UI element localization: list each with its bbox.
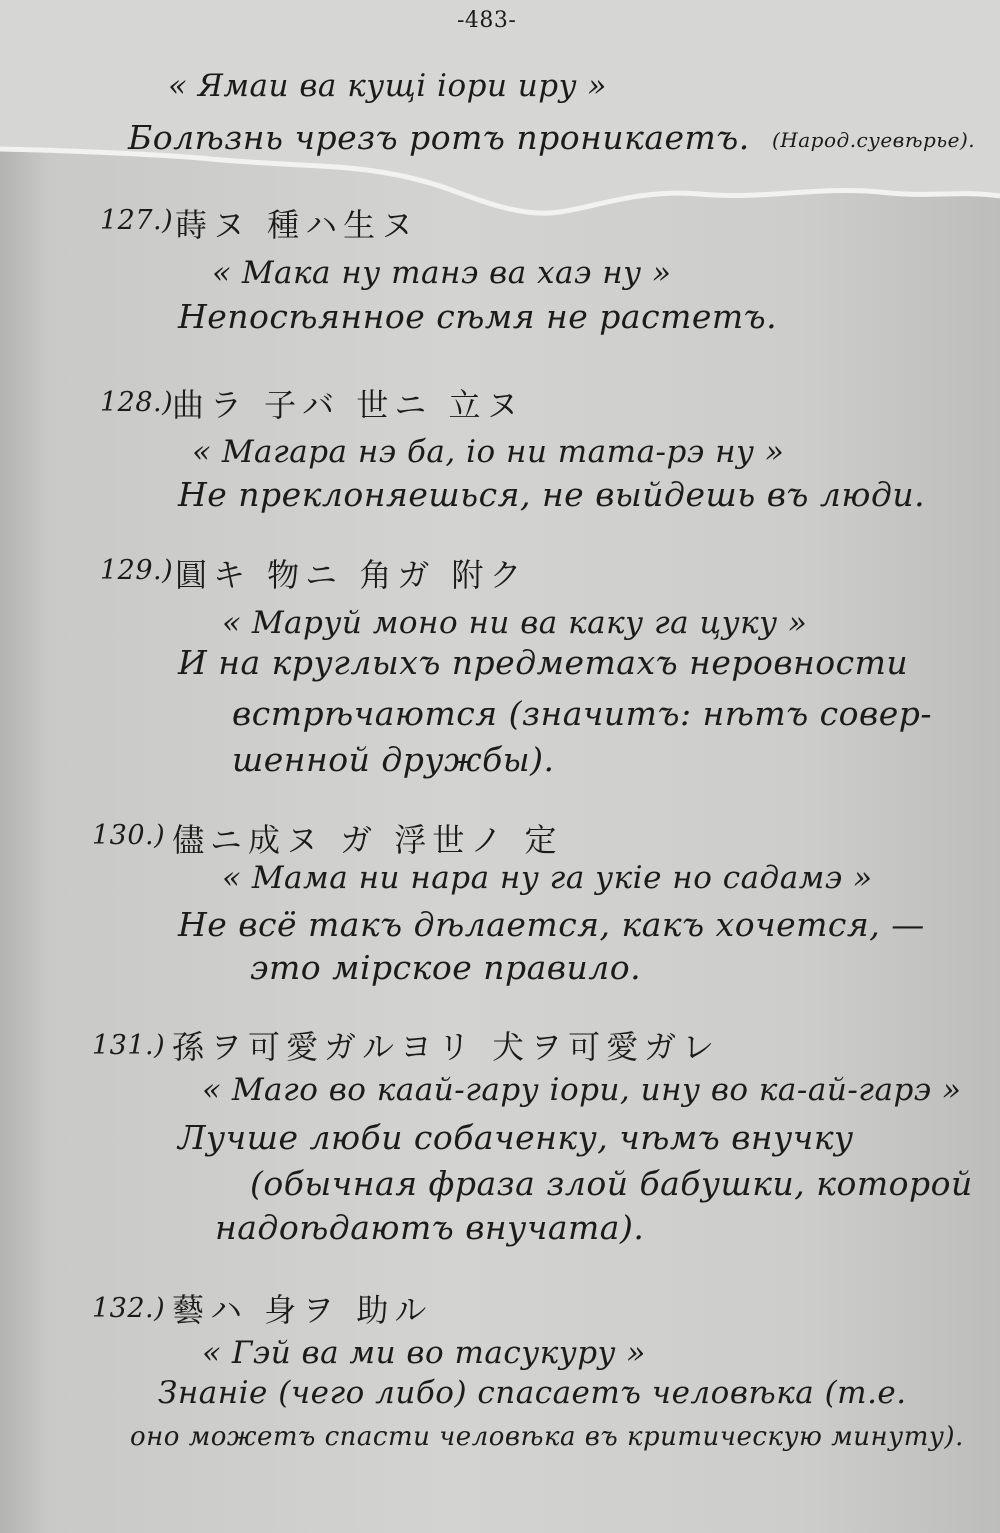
transliteration: « Магара нэ ба, іо ни тата-рэ ну »	[192, 434, 785, 470]
russian-translation: надоѣдаютъ внучата).	[215, 1208, 645, 1247]
entry-number: 132.)	[92, 1293, 166, 1324]
japanese-proverb: 蒔ヌ 種ハ生ヌ	[175, 206, 420, 244]
russian-translation: Знаніе (чего либо) спасаетъ человѣка (т.е.	[158, 1375, 907, 1411]
japanese-proverb: 孫ヲ可愛ガルヨリ 犬ヲ可愛ガレ	[172, 1028, 721, 1066]
entry-number: 129.)	[100, 555, 174, 586]
entry-number: 131.)	[92, 1030, 166, 1061]
entry-number: 127.)	[100, 205, 174, 236]
russian-translation: (обычная фраза злой бабушки, которой	[250, 1164, 973, 1203]
russian-translation: оно можетъ спасти человѣка въ критическую минуту).	[130, 1422, 964, 1452]
russian-translation: Болѣзнь чрезъ ротъ проникаетъ.	[128, 118, 750, 157]
source-note: (Народ.суевѣрье).	[772, 128, 976, 152]
transliteration: « Мака ну танэ ва хаэ ну »	[212, 255, 672, 291]
russian-translation: шенной дружбы).	[232, 740, 555, 779]
transliteration: « Ямаи ва кущі іори иру »	[168, 68, 607, 104]
entry-number: 130.)	[92, 820, 166, 851]
russian-translation: встрѣчаются (значитъ: нѣтъ совер-	[232, 694, 933, 733]
russian-translation: Не всё такъ дѣлается, какъ хочется, —	[178, 905, 925, 944]
russian-translation: Непосѣянное сѣмя не растетъ.	[178, 297, 778, 336]
russian-translation: это мірское правило.	[250, 948, 642, 987]
transliteration: « Мама ни нара ну га укіе но садамэ »	[222, 860, 873, 896]
japanese-proverb: 儘ニ成ヌ ガ 浮世ノ 定	[172, 821, 563, 859]
japanese-proverb: 藝ハ 身ヲ 助ル	[172, 1291, 433, 1329]
japanese-proverb: 圓キ 物ニ 角ガ 附ク	[175, 556, 528, 594]
entry-number: 128.)	[100, 387, 174, 418]
russian-translation: И на круглыхъ предметахъ неровности	[178, 643, 909, 682]
transliteration: « Маго во каай-гару іори, ину во ка-ай-гарэ »	[202, 1072, 962, 1108]
russian-translation: Лучше люби собаченку, чѣмъ внучку	[178, 1118, 854, 1157]
transliteration: « Гэй ва ми во тасукуру »	[202, 1335, 646, 1371]
transliteration: « Маруй моно ни ва каку га цуку »	[222, 605, 808, 641]
page-number: -483-	[457, 8, 517, 33]
japanese-proverb: 曲ラ 子バ 世ニ 立ヌ	[172, 386, 525, 424]
russian-translation: Не преклоняешься, не выйдешь въ люди.	[178, 475, 926, 514]
